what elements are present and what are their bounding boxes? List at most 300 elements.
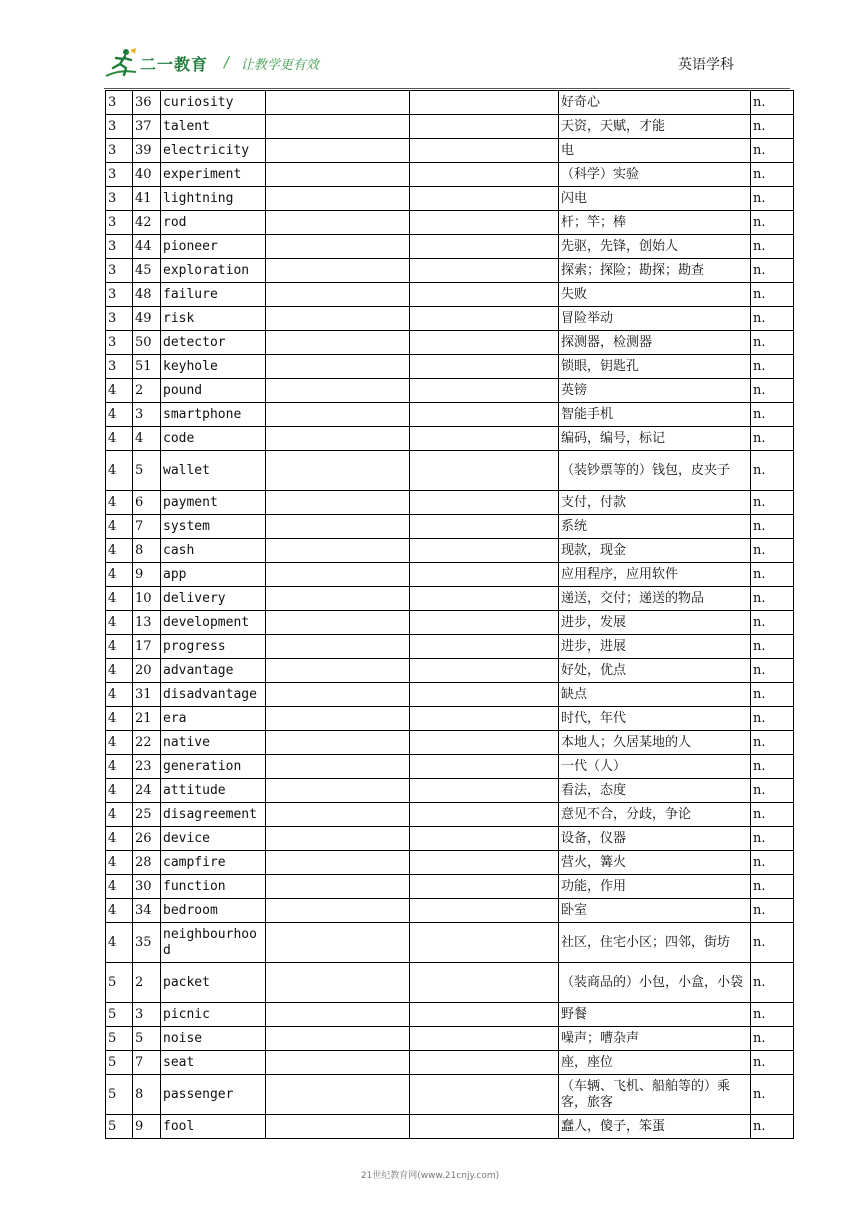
blank-cell (410, 379, 559, 403)
number-cell: 17 (133, 635, 161, 659)
blank-cell (410, 331, 559, 355)
blank-cell (266, 563, 410, 587)
unit-cell: 4 (106, 379, 133, 403)
number-cell: 41 (133, 187, 161, 211)
word-cell: disadvantage (161, 683, 266, 707)
meaning-cell: 好处，优点 (559, 659, 751, 683)
number-cell: 26 (133, 827, 161, 851)
blank-cell (266, 259, 410, 283)
table-row (106, 491, 794, 515)
table-row (106, 211, 794, 235)
part-of-speech-cell: n. (751, 379, 794, 403)
word-cell: disagreement (161, 803, 266, 827)
word-cell: rod (161, 211, 266, 235)
blank-cell (266, 755, 410, 779)
number-cell: 49 (133, 307, 161, 331)
meaning-cell: 一代（人） (559, 755, 751, 779)
blank-cell (266, 491, 410, 515)
table-row (106, 1027, 794, 1051)
blank-cell (266, 1075, 410, 1115)
blank-cell (266, 355, 410, 379)
unit-cell: 4 (106, 659, 133, 683)
word-cell: function (161, 875, 266, 899)
unit-cell: 4 (106, 827, 133, 851)
vocabulary-table-body (106, 91, 794, 1139)
table-row (106, 707, 794, 731)
table-row (106, 587, 794, 611)
number-cell: 30 (133, 875, 161, 899)
unit-cell: 3 (106, 91, 133, 115)
meaning-cell: 营火，篝火 (559, 851, 751, 875)
blank-cell (266, 539, 410, 563)
word-cell: electricity (161, 139, 266, 163)
word-cell: risk (161, 307, 266, 331)
meaning-cell: 现款，现金 (559, 539, 751, 563)
unit-cell: 4 (106, 539, 133, 563)
word-cell: cash (161, 539, 266, 563)
unit-cell: 4 (106, 803, 133, 827)
blank-cell (266, 307, 410, 331)
blank-cell (266, 91, 410, 115)
blank-cell (266, 163, 410, 187)
part-of-speech-cell: n. (751, 755, 794, 779)
blank-cell (266, 187, 410, 211)
table-row (106, 139, 794, 163)
meaning-cell: 噪声；嘈杂声 (559, 1027, 751, 1051)
blank-cell (410, 707, 559, 731)
part-of-speech-cell: n. (751, 683, 794, 707)
word-cell: failure (161, 283, 266, 307)
blank-cell (410, 611, 559, 635)
table-row (106, 1003, 794, 1027)
number-cell: 2 (133, 963, 161, 1003)
blank-cell (266, 403, 410, 427)
blank-cell (266, 1051, 410, 1075)
number-cell: 3 (133, 403, 161, 427)
part-of-speech-cell: n. (751, 331, 794, 355)
part-of-speech-cell: n. (751, 1051, 794, 1075)
number-cell: 4 (133, 427, 161, 451)
word-cell: wallet (161, 451, 266, 491)
table-row (106, 91, 794, 115)
part-of-speech-cell: n. (751, 139, 794, 163)
word-cell: pound (161, 379, 266, 403)
unit-cell: 5 (106, 963, 133, 1003)
word-cell: smartphone (161, 403, 266, 427)
table-row (106, 563, 794, 587)
unit-cell: 4 (106, 851, 133, 875)
table-row (106, 803, 794, 827)
unit-cell: 4 (106, 611, 133, 635)
blank-cell (410, 139, 559, 163)
unit-cell: 5 (106, 1075, 133, 1115)
part-of-speech-cell: n. (751, 1003, 794, 1027)
meaning-cell: 系统 (559, 515, 751, 539)
word-cell: passenger (161, 1075, 266, 1115)
blank-cell (266, 963, 410, 1003)
meaning-cell: 社区，住宅小区；四邻，街坊 (559, 923, 751, 963)
number-cell: 48 (133, 283, 161, 307)
part-of-speech-cell: n. (751, 1027, 794, 1051)
table-row (106, 659, 794, 683)
table-row (106, 163, 794, 187)
number-cell: 28 (133, 851, 161, 875)
number-cell: 51 (133, 355, 161, 379)
blank-cell (410, 91, 559, 115)
part-of-speech-cell: n. (751, 259, 794, 283)
meaning-cell: 冒险举动 (559, 307, 751, 331)
table-row (106, 683, 794, 707)
unit-cell: 4 (106, 875, 133, 899)
number-cell: 5 (133, 1027, 161, 1051)
blank-cell (410, 1003, 559, 1027)
number-cell: 10 (133, 587, 161, 611)
blank-cell (266, 1027, 410, 1051)
blank-cell (410, 899, 559, 923)
blank-cell (266, 587, 410, 611)
meaning-cell: 时代，年代 (559, 707, 751, 731)
blank-cell (266, 779, 410, 803)
blank-cell (266, 875, 410, 899)
meaning-cell: 本地人；久居某地的人 (559, 731, 751, 755)
meaning-cell: 智能手机 (559, 403, 751, 427)
part-of-speech-cell: n. (751, 491, 794, 515)
word-cell: lightning (161, 187, 266, 211)
part-of-speech-cell: n. (751, 923, 794, 963)
part-of-speech-cell: n. (751, 659, 794, 683)
blank-cell (410, 1051, 559, 1075)
blank-cell (410, 1115, 559, 1139)
blank-cell (266, 235, 410, 259)
part-of-speech-cell: n. (751, 355, 794, 379)
number-cell: 2 (133, 379, 161, 403)
meaning-cell: 卧室 (559, 899, 751, 923)
number-cell: 6 (133, 491, 161, 515)
part-of-speech-cell: n. (751, 707, 794, 731)
blank-cell (266, 1003, 410, 1027)
part-of-speech-cell: n. (751, 827, 794, 851)
number-cell: 5 (133, 451, 161, 491)
blank-cell (410, 235, 559, 259)
meaning-cell: 进步，进展 (559, 635, 751, 659)
unit-cell: 4 (106, 923, 133, 963)
word-cell: seat (161, 1051, 266, 1075)
blank-cell (266, 115, 410, 139)
meaning-cell: 探测器，检测器 (559, 331, 751, 355)
blank-cell (410, 563, 559, 587)
blank-cell (410, 827, 559, 851)
blank-cell (410, 851, 559, 875)
table-row (106, 283, 794, 307)
unit-cell: 5 (106, 1115, 133, 1139)
part-of-speech-cell: n. (751, 779, 794, 803)
blank-cell (266, 211, 410, 235)
blank-cell (266, 683, 410, 707)
unit-cell: 4 (106, 403, 133, 427)
meaning-cell: 蠢人，傻子，笨蛋 (559, 1115, 751, 1139)
blank-cell (410, 115, 559, 139)
number-cell: 42 (133, 211, 161, 235)
table-row (106, 355, 794, 379)
number-cell: 36 (133, 91, 161, 115)
number-cell: 9 (133, 563, 161, 587)
table-row (106, 731, 794, 755)
table-row (106, 875, 794, 899)
part-of-speech-cell: n. (751, 539, 794, 563)
part-of-speech-cell: n. (751, 963, 794, 1003)
part-of-speech-cell: n. (751, 91, 794, 115)
number-cell: 44 (133, 235, 161, 259)
number-cell: 21 (133, 707, 161, 731)
unit-cell: 5 (106, 1051, 133, 1075)
unit-cell: 4 (106, 563, 133, 587)
part-of-speech-cell: n. (751, 451, 794, 491)
part-of-speech-cell: n. (751, 115, 794, 139)
blank-cell (410, 355, 559, 379)
blank-cell (266, 1115, 410, 1139)
meaning-cell: 功能，作用 (559, 875, 751, 899)
part-of-speech-cell: n. (751, 635, 794, 659)
part-of-speech-cell: n. (751, 875, 794, 899)
blank-cell (410, 187, 559, 211)
table-row (106, 403, 794, 427)
meaning-cell: 编码，编号，标记 (559, 427, 751, 451)
blank-cell (266, 707, 410, 731)
vocabulary-table (105, 90, 794, 1139)
blank-cell (410, 427, 559, 451)
blank-cell (266, 899, 410, 923)
word-cell: experiment (161, 163, 266, 187)
blank-cell (410, 491, 559, 515)
unit-cell: 4 (106, 635, 133, 659)
word-cell: attitude (161, 779, 266, 803)
logo-separator: / (224, 55, 229, 71)
word-cell: detector (161, 331, 266, 355)
part-of-speech-cell: n. (751, 187, 794, 211)
meaning-cell: 支付，付款 (559, 491, 751, 515)
number-cell: 45 (133, 259, 161, 283)
meaning-cell: 探索；探险；勘探；勘查 (559, 259, 751, 283)
part-of-speech-cell: n. (751, 235, 794, 259)
unit-cell: 4 (106, 731, 133, 755)
meaning-cell: 设备，仪器 (559, 827, 751, 851)
unit-cell: 4 (106, 491, 133, 515)
word-cell: native (161, 731, 266, 755)
word-cell: talent (161, 115, 266, 139)
unit-cell: 3 (106, 163, 133, 187)
number-cell: 9 (133, 1115, 161, 1139)
word-cell: curiosity (161, 91, 266, 115)
table-row (106, 307, 794, 331)
meaning-cell: 锁眼，钥匙孔 (559, 355, 751, 379)
table-row (106, 1051, 794, 1075)
word-cell: era (161, 707, 266, 731)
word-cell: code (161, 427, 266, 451)
meaning-cell: （装钞票等的）钱包，皮夹子 (559, 451, 751, 491)
table-row (106, 539, 794, 563)
number-cell: 50 (133, 331, 161, 355)
meaning-cell: 电 (559, 139, 751, 163)
unit-cell: 4 (106, 683, 133, 707)
unit-cell: 4 (106, 427, 133, 451)
blank-cell (266, 659, 410, 683)
blank-cell (410, 539, 559, 563)
table-row (106, 963, 794, 1003)
unit-cell: 5 (106, 1027, 133, 1051)
blank-cell (266, 451, 410, 491)
number-cell: 24 (133, 779, 161, 803)
word-cell: payment (161, 491, 266, 515)
part-of-speech-cell: n. (751, 283, 794, 307)
blank-cell (266, 635, 410, 659)
unit-cell: 3 (106, 259, 133, 283)
meaning-cell: （科学）实验 (559, 163, 751, 187)
number-cell: 3 (133, 1003, 161, 1027)
running-man-icon (104, 46, 138, 80)
table-row (106, 899, 794, 923)
blank-cell (410, 307, 559, 331)
number-cell: 8 (133, 1075, 161, 1115)
number-cell: 23 (133, 755, 161, 779)
meaning-cell: （装商品的）小包，小盒，小袋 (559, 963, 751, 1003)
blank-cell (266, 611, 410, 635)
unit-cell: 4 (106, 451, 133, 491)
unit-cell: 3 (106, 115, 133, 139)
part-of-speech-cell: n. (751, 307, 794, 331)
unit-cell: 5 (106, 1003, 133, 1027)
word-cell: picnic (161, 1003, 266, 1027)
blank-cell (266, 803, 410, 827)
unit-cell: 4 (106, 899, 133, 923)
unit-cell: 3 (106, 139, 133, 163)
table-row (106, 755, 794, 779)
blank-cell (410, 755, 559, 779)
part-of-speech-cell: n. (751, 803, 794, 827)
blank-cell (410, 403, 559, 427)
blank-cell (410, 259, 559, 283)
logo-slogan: 让教学更有效 (240, 57, 319, 73)
blank-cell (266, 283, 410, 307)
unit-cell: 4 (106, 515, 133, 539)
table-row (106, 515, 794, 539)
table-row (106, 259, 794, 283)
number-cell: 40 (133, 163, 161, 187)
blank-cell (266, 139, 410, 163)
part-of-speech-cell: n. (751, 851, 794, 875)
table-row (106, 235, 794, 259)
meaning-cell: 英镑 (559, 379, 751, 403)
blank-cell (410, 587, 559, 611)
part-of-speech-cell: n. (751, 563, 794, 587)
blank-cell (410, 963, 559, 1003)
part-of-speech-cell: n. (751, 163, 794, 187)
blank-cell (266, 851, 410, 875)
subject-label: 英语学科 (678, 57, 734, 73)
table-row (106, 187, 794, 211)
blank-cell (410, 451, 559, 491)
number-cell: 37 (133, 115, 161, 139)
table-row (106, 1075, 794, 1115)
word-cell: fool (161, 1115, 266, 1139)
part-of-speech-cell: n. (751, 899, 794, 923)
part-of-speech-cell: n. (751, 731, 794, 755)
blank-cell (266, 731, 410, 755)
meaning-cell: 应用程序，应用软件 (559, 563, 751, 587)
meaning-cell: 看法，态度 (559, 779, 751, 803)
word-cell: packet (161, 963, 266, 1003)
meaning-cell: 座，座位 (559, 1051, 751, 1075)
blank-cell (410, 283, 559, 307)
unit-cell: 3 (106, 187, 133, 211)
part-of-speech-cell: n. (751, 427, 794, 451)
word-cell: development (161, 611, 266, 635)
unit-cell: 4 (106, 587, 133, 611)
unit-cell: 3 (106, 307, 133, 331)
number-cell: 20 (133, 659, 161, 683)
blank-cell (266, 515, 410, 539)
number-cell: 7 (133, 515, 161, 539)
word-cell: advantage (161, 659, 266, 683)
word-cell: campfire (161, 851, 266, 875)
word-cell: generation (161, 755, 266, 779)
word-cell: keyhole (161, 355, 266, 379)
unit-cell: 4 (106, 707, 133, 731)
word-cell: delivery (161, 587, 266, 611)
number-cell: 31 (133, 683, 161, 707)
table-row (106, 851, 794, 875)
part-of-speech-cell: n. (751, 515, 794, 539)
word-cell: progress (161, 635, 266, 659)
part-of-speech-cell: n. (751, 211, 794, 235)
unit-cell: 4 (106, 755, 133, 779)
blank-cell (266, 379, 410, 403)
word-cell: exploration (161, 259, 266, 283)
blank-cell (410, 635, 559, 659)
meaning-cell: （车辆、飞机、船舶等的）乘客，旅客 (559, 1075, 751, 1115)
word-cell: noise (161, 1027, 266, 1051)
meaning-cell: 野餐 (559, 1003, 751, 1027)
unit-cell: 3 (106, 211, 133, 235)
table-row (106, 827, 794, 851)
meaning-cell: 天资，天赋，才能 (559, 115, 751, 139)
blank-cell (266, 427, 410, 451)
number-cell: 25 (133, 803, 161, 827)
number-cell: 13 (133, 611, 161, 635)
number-cell: 22 (133, 731, 161, 755)
meaning-cell: 进步，发展 (559, 611, 751, 635)
part-of-speech-cell: n. (751, 587, 794, 611)
table-row (106, 115, 794, 139)
word-cell: neighbourhood (161, 923, 266, 963)
logo (104, 46, 319, 80)
meaning-cell: 递送，交付；递送的物品 (559, 587, 751, 611)
blank-cell (410, 659, 559, 683)
part-of-speech-cell: n. (751, 403, 794, 427)
table-row (106, 427, 794, 451)
meaning-cell: 失败 (559, 283, 751, 307)
blank-cell (410, 923, 559, 963)
table-row (106, 611, 794, 635)
blank-cell (410, 683, 559, 707)
meaning-cell: 杆；竿；棒 (559, 211, 751, 235)
part-of-speech-cell: n. (751, 1115, 794, 1139)
meaning-cell: 先驱，先锋，创始人 (559, 235, 751, 259)
unit-cell: 3 (106, 331, 133, 355)
blank-cell (410, 779, 559, 803)
word-cell: pioneer (161, 235, 266, 259)
word-cell: system (161, 515, 266, 539)
meaning-cell: 意见不合，分歧，争论 (559, 803, 751, 827)
